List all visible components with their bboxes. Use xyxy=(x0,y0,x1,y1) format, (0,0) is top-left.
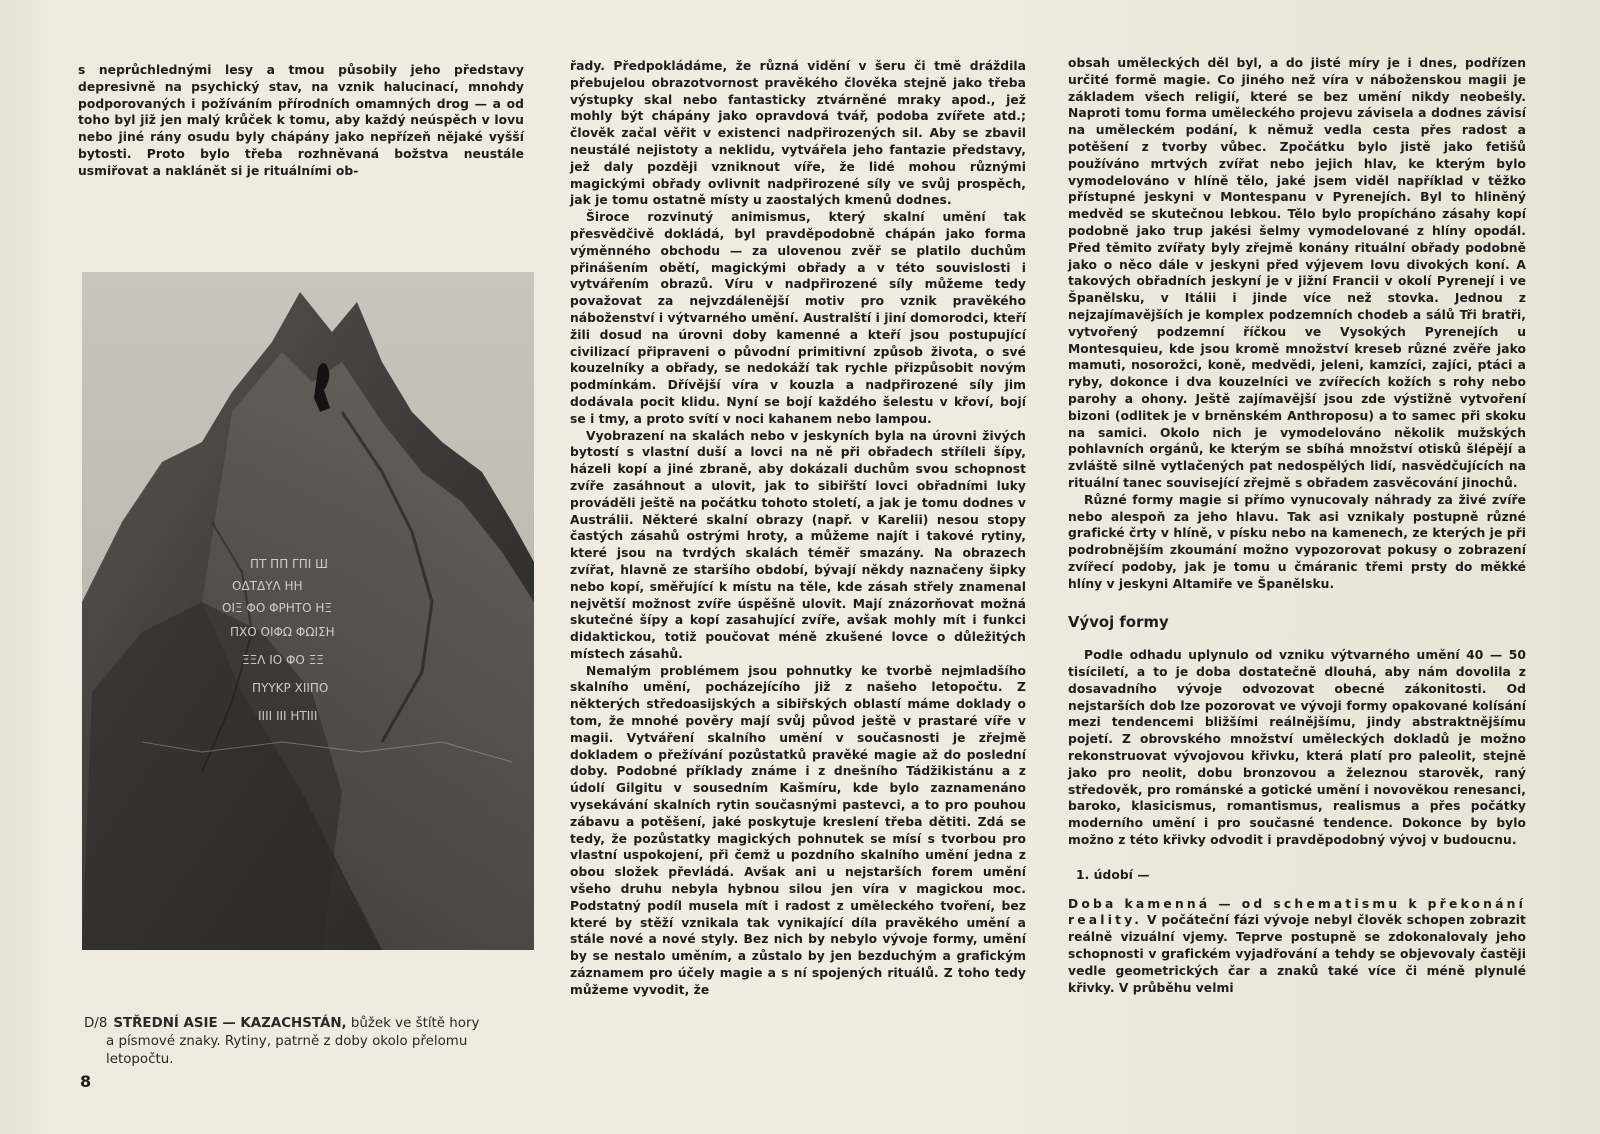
paragraph: obsah uměleckých děl byl, a do jisté míry je i dnes, podřízen určité formě magie. Co jiného než víra v náboženskou magii je základem všech religií, které se bez umění nikdy neobešly. Naproti tomu forma uměleckého projevu závisela a dodnes závisí na uměleckém podání, k němuž vedla cesta přes radost a potěšení z tvorby vůbec. Zpočátku bylo jistě jako fetišů používáno mrtvých zvířat nebo jejich hlav, ke kterým bylo vymodelováno v hlíně tělo, jaké jsem viděl například v těžko přístupné jeskyni v Montespanu v Pyrenejích. Byl to hliněný medvěd se skutečnou lebkou. Tělo bylo propícháno zásahy kopí podobně jako trup jakési šelmy vymodelované z hlíny opodál. Před těmito zvířaty byly zřejmě konány rituální obřady podobně jako o něco dále v jeskyni před výjevem lovu divokých koní. A takových obřadních jeskyní je v jižní Francii v okolí Pyrenejí i ve Španělsku, v Itálii i jinde více než stovka. Jednou z nejzajímavějších je komplex podzemních chodeb a sálů Tři bratři, vytvořený podzemní říčkou ve Vysokých Pyrenejích u Montesquieu, kde jsou kromě množství kreseb různé zvěře jako mamuti, nosorožci, koně, medvědi, jeleni, kamzíci, zajíci, ptáci a ryby, dokonce i dva kouzelníci ve zvířecích kožích s rohy nebo parohy a ohony. Ještě zajímavější jsou zde výstižně vytvoření bizoni (odlitek je v brněnském Anthroposu) a to samec při skoku na samici. Okolo nich je vymodelováno několik mužských pohlavních orgánů, ke kterým se sbíhá množství otisků šlépějí a zvláště silně vytlačených pat nedospělých lidí, nasvědčujících na rituální tanec související zřejmě s obřadem zasvěcování jinochů. xyxy=(1068,56,1526,490)
rock-glyph-row: ΟΔΤΔΥΛ ΗΗ xyxy=(232,579,303,593)
paragraph: Nemalým problémem jsou pohnutky ke tvorbě nejmladšího skalního umění, pocházejícího již z našeho letopočtu. Z některých středoasijských a sibiřských oblastí máme doklady o tom, že mnohé pověry mají svůj původ ještě v prastaré víře v magii. Vytváření skalního umění v současnosti je zřejmě dokladem o přežívání pozůstatků pravěké magie až do poslední doby. Podobné příklady známe i z dnešního Tádžikistánu a z údolí Gilgitu v sousedním Kašmíru, kde bylo zaznamenáno vysekávání skalních rytin současnými pastevci, a to pro pouhou zábavu a potěšení, jaké poskytuje kreslení třeba dětiti. Zdá se tedy, že pozůstatky magických pohnutek se mísí s tvorbou pro vlastní uspokojení, při čemž u pozdního skalního umění jedna z obou složek převládá. Avšak ani u nejstarších forem umění všeho druhu nebyla hybnou silou jen víra v magickou moc. Podstatný podíl musela mít i radost z uměleckého tvoření, bez které by stěží vznikala tak vynikající díla pravěkého umění a stále nové a nové styly. Bez nich by nebylo vývoje formy, umění by se nestalo uměním, a zůstalo by jen bezduchým a grafickým záznamem pro účely magie a s ní spojených rituálů. Z toho tedy můžeme vyvodit, že xyxy=(570,663,1026,997)
spaced-lead: Doba kamenná — od schematismu k překonání reality. xyxy=(1068,896,1526,928)
figure-caption xyxy=(84,1015,534,1069)
rock-glyph-row: ΙΙΙΙ ΙΙΙ ΗΤΙΙΙ xyxy=(258,709,318,723)
subsection-title: 1. údobí — xyxy=(1076,867,1150,882)
rock-glyph-row: ΠΥΥΚΡ ΧΙΙΠΟ xyxy=(252,681,329,695)
paragraph: Podle odhadu uplynulo od vzniku výtvarného umění 40 — 50 tisíciletí, a to je doba dostatečně dlouhá, aby nám dovolila z dosavadního vývoje odvozovat obecné zákonitosti. Od nejstarších dob lze pozorovat ve vývoji formy opakované kolísání mezi tendencemi bližšími reálnějšímu, jindy abstraktnějšímu pojetí. Z obrovského množství uměleckých dokladů je možno rekonstruovat vývojovou křivku, která platí pro paleolit, stejně jako pro neolit, dobu bronzovou a železnou starověk, raný středověk, pro románské a gotické umění i novověkou renesanci, baroko, klasicismus, romantismus, realismus a přes počátky moderního umění i pro současné tendence. Dokonce by bylo možno z této křivky odvodit i pravděpodobný vývoj v budoucnu. xyxy=(1068,648,1526,848)
paragraph-text: V počáteční fázi vývoje nebyl člověk schopen zobrazit reálně vizuální vjemy. Teprve postupně se zdokonalovaly jeho schopnosti v grafickém vyjadřování a tehdy se objevovaly častěji vedle geometrických čar a znaků také více či méně plynulé křivky. V průběhu velmi xyxy=(1068,913,1526,995)
rock-glyph-row: ΠΧΟ ΟΙΦΩ ΦΩΙΣΗ xyxy=(230,625,335,639)
paragraph xyxy=(1068,896,1526,997)
rock-art-photo xyxy=(82,272,534,950)
figure-code: D/8 xyxy=(84,1016,108,1031)
figure-caption-rest: a písmové znaky. Rytiny, patrně z doby okolo přelomu letopočtu. xyxy=(106,1034,468,1067)
paragraph: Vyobrazení na skalách nebo v jeskyních byla na úrovni živých bytostí s vlastní duší a lovci na ně při obřadech stříleli šípy, házeli kopí a jiné zbraně, aby dokázali duchům svou schopnost zvíře zasáhnout a ulovit, jak to sibiřští lovci obřadními luky prováděli ještě na počátku tohoto století, a jak je tomu dodnes v Austrálii. Některé skalní obrazy (např. v Karelii) nesou stopy častých zásahů ostrými hroty, a můžeme najít i takové rytiny, které jsou na tvrdých skalách téměř smazány. Na obrazech zvířat, hlavně ze staršího období, bývají někdy naznačeny šipky nebo kopí, směřující k místu na těle, kde zásah střely znamenal největší možnost zvíře úspěšně ulovit. Mají znázorňovat možná skutečné šípy a kopí zasahující zvíře, avšak mohly mít i funkci didaktickou, totiž poučovat méně zkušené lovce o důležitých místech zásahů. xyxy=(570,428,1026,661)
rock-glyph-row: ΞΞΛ ΙΟ ΦΟ ΞΞ xyxy=(242,653,324,667)
figure-caption-line: bůžek ve štítě hory xyxy=(350,1016,480,1031)
rock-glyph-row: ΠΤ ΠΠ ΓΠΙ Ш xyxy=(250,557,328,571)
section-title: Vývoj formy xyxy=(1068,613,1169,631)
figure-heading: STŘEDNÍ ASIE — KAZACHSTÁN, xyxy=(113,1016,347,1031)
paragraph: Různé formy magie si přímo vynucovaly náhrady za živé zvíře nebo alespoň za jeho hlavu. Tak asi vznikaly postupně různé grafické črty v hlíně, v písku nebo na kamenech, ze kterých je při podrobnějším zkoumání možno vypozorovat pokusy o zobrazení zvířecí podoby, jak je tomu u čmáranic třemi prsty do měkké hlíny v jeskyni Altamiře ve Španělsku. xyxy=(1068,492,1526,591)
page-number: 8 xyxy=(80,1072,92,1091)
mountain-rock-image xyxy=(82,272,534,950)
text-column-right xyxy=(1068,55,1526,996)
paragraph: s neprůchlednými lesy a tmou působily jeho představy depresivně na psychický stav, na vznik halucinací, mnohdy podporovaných i požíváním přírodních omamných drog — a od toho byl již jen malý krůček k tomu, aby každý neúspěch v lovu nebo jiné rány osudu byly chápány jako nepřízeň nějaké vyšší bytosti. Proto bylo třeba rozhněvaná božstva neustále usmiřovat a naklánět si je rituálními ob- xyxy=(78,63,524,178)
paragraph: Široce rozvinutý animismus, který skalní umění tak přesvědčivě dokládá, byl pravděpodobně chápán jako forma výměnného obchodu — za ulovenou zvěř se platilo duchům přinášením obětí, magickými obřady a v této souvislosti i vytvářením obrazů. Víru v nadpřirozené síly můžeme tedy považovat za nejvzdálenější motiv pro vznik pravěkého náboženství i výtvarného umění. Australští i jiní domorodci, kteří žili dosud na úrovni doby kamenné a kteří jsou postupující civilizací připraveni o původní primitivní způsob života, o své kouzelníky a obřady, se nedokáží tak rychle přizpůsobit novým podmínkám. Dřívější víra v kouzla a nadpřirozené síly jim dodávala pocit klidu. Nyní se bojí každého šelestu v křoví, bojí se i tmy, a proto svítí v noci kahanem nebo lampou. xyxy=(570,210,1026,426)
rock-glyph-row: ΟΙΞ ΦΟ ΦΡΗΤΟ ΗΞ xyxy=(222,601,332,615)
text-column-middle xyxy=(570,58,1026,999)
paragraph: řady. Předpokládáme, že různá vidění v šeru či tmě dráždila přebujelou obrazotvornost pravěkého člověka stejně jako třeba výstupky skal nebo fantasticky ztvárněné mraky apod., jež mohly být chápány jako opravdová tvář, podoba zvířete atd.; člověk začal věřit v existenci nadpřirozených sil. Aby se zbavil neustálé nejistoty a neklidu, vytvářela jeho fantazie představy, jež daly později vzniknout víře, že lidé mohou různými magickými obřady ovlivnit nadpřirozené síly ve svůj prospěch, jak je tomu ostatně místy u zaostalých kmenů dodnes. xyxy=(570,59,1026,208)
text-column-left xyxy=(78,62,524,180)
